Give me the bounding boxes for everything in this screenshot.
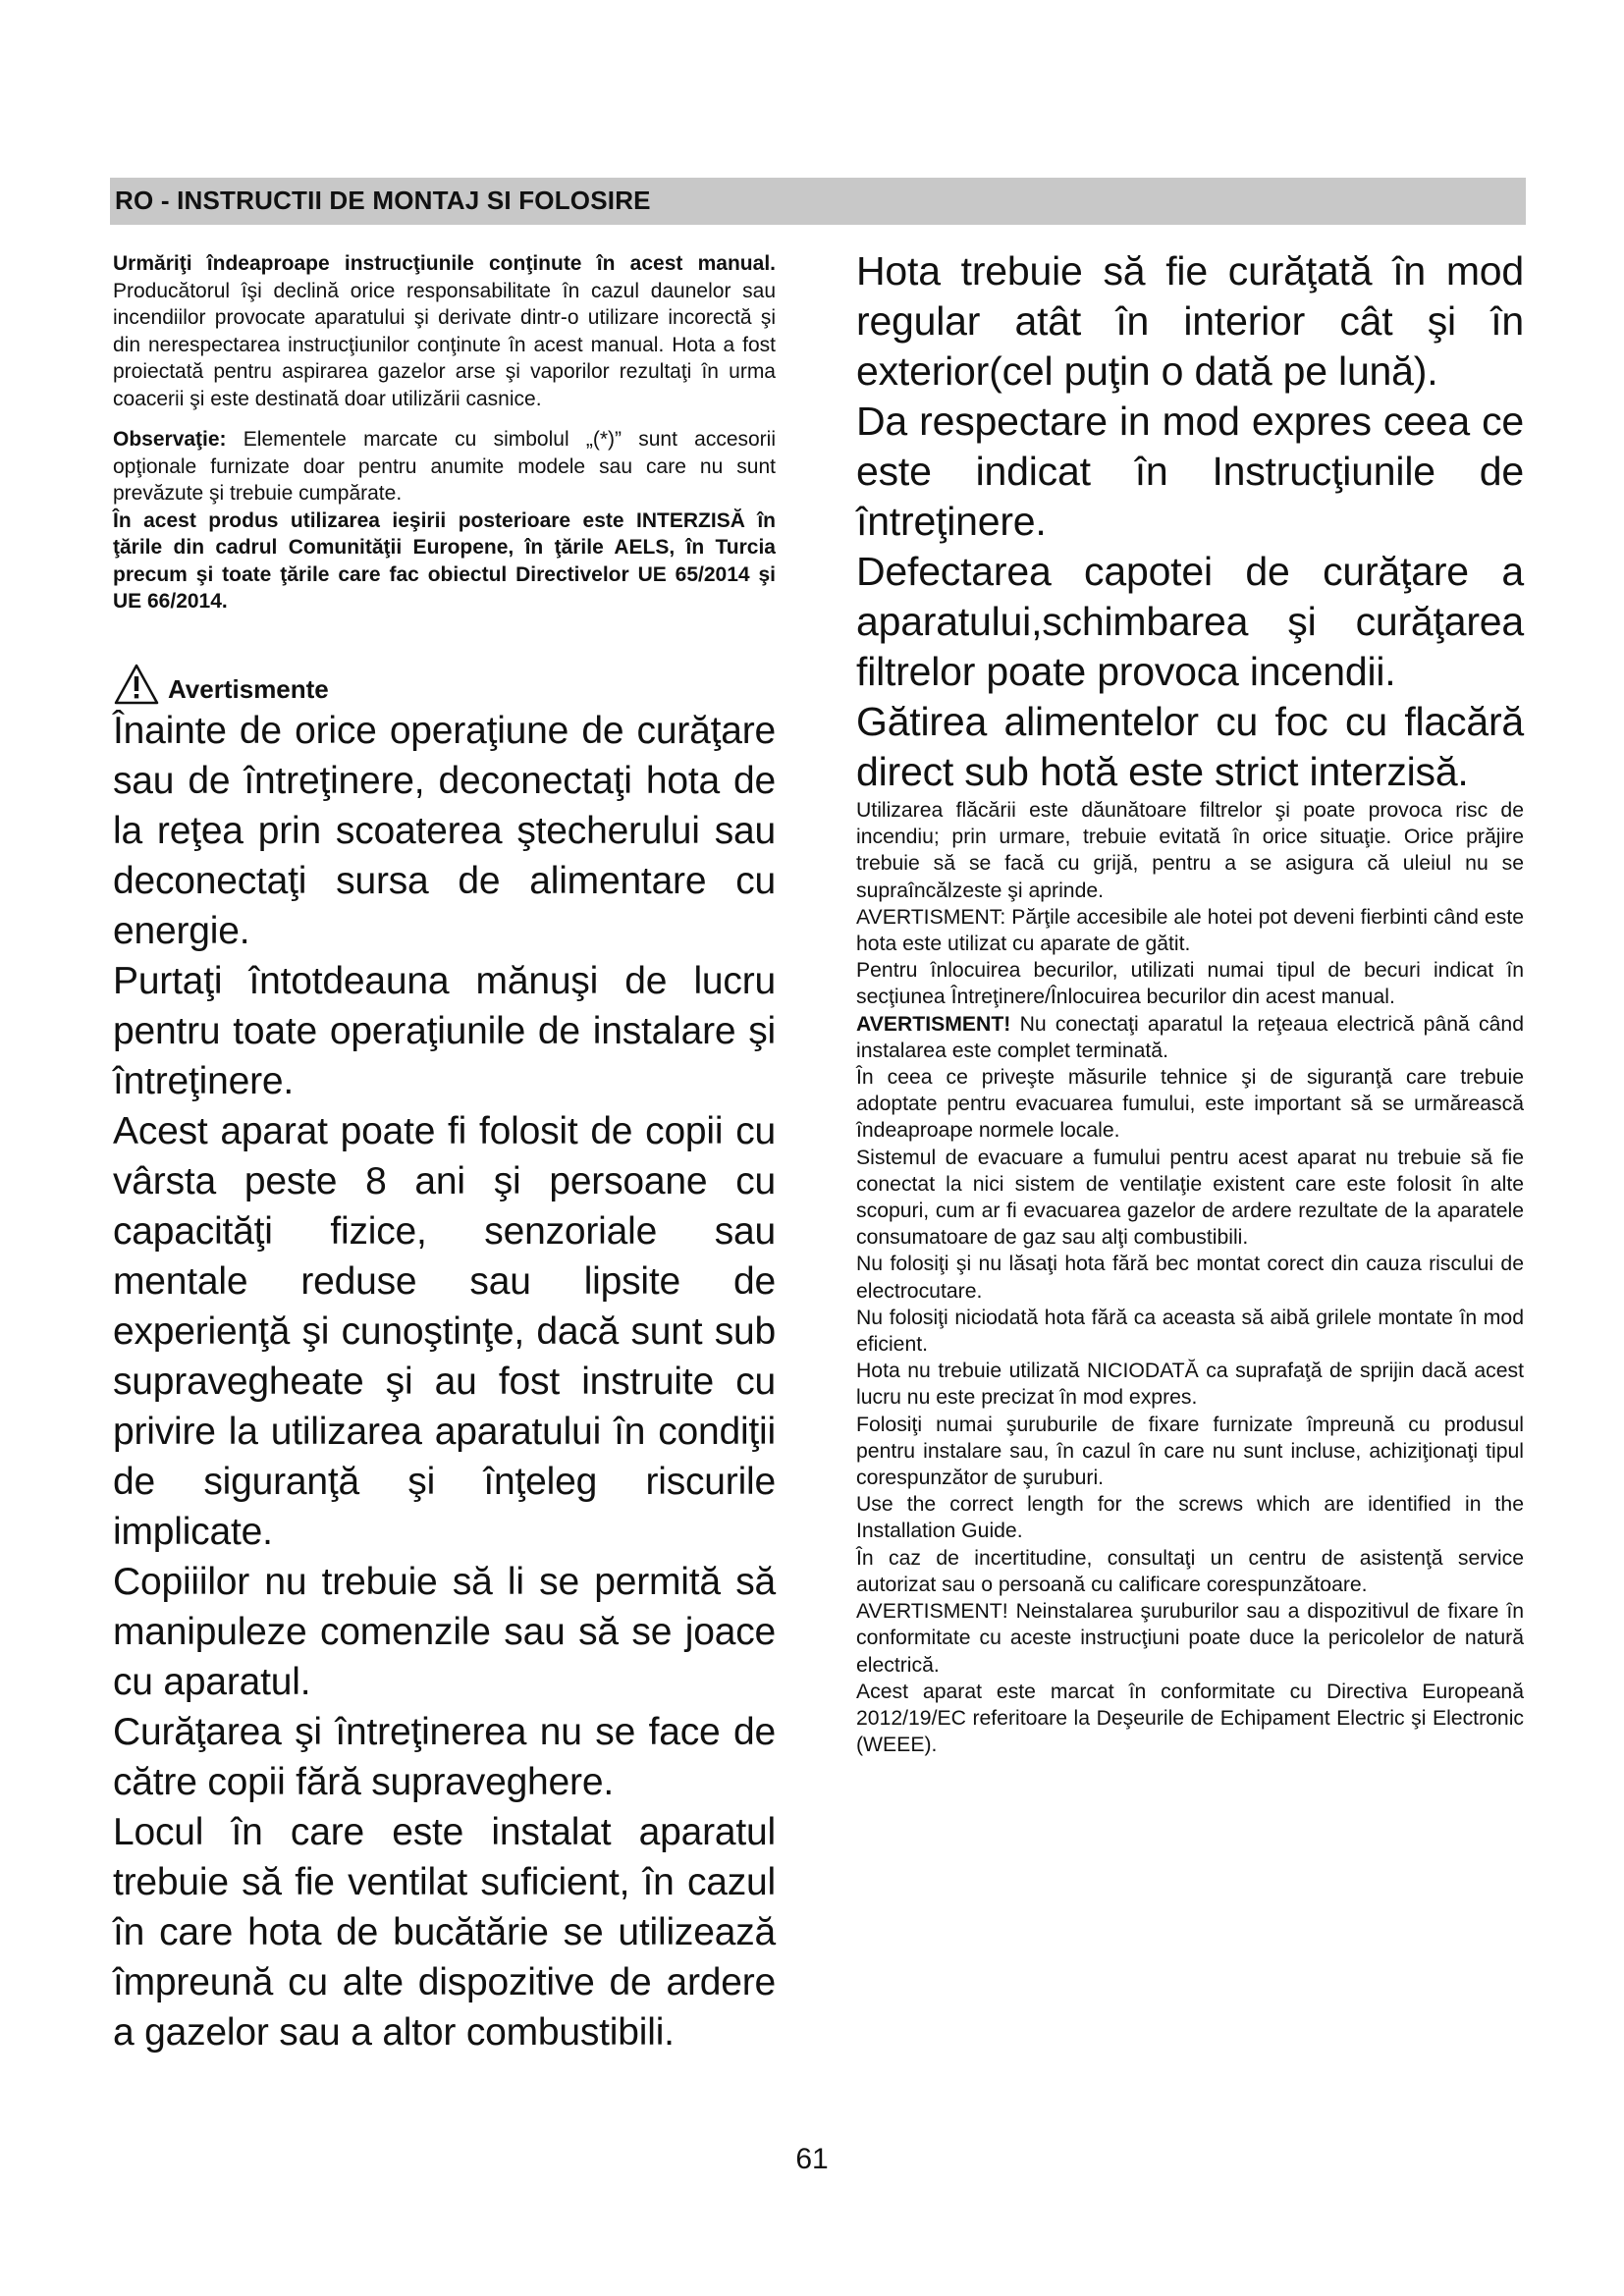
interzis-paragraph bbox=[113, 507, 776, 615]
page-number: 61 bbox=[795, 2143, 829, 2175]
right-small-paragraph: Nu folosiţi niciodată hota fără ca aceasta să aibă grilele montate în mod eficient. bbox=[856, 1306, 1524, 1357]
right-big-paragraph: Hota trebuie să fie curăţată în mod regular atât în interior cât şi în exterior(cel puţin o dată pe lună). bbox=[856, 248, 1524, 394]
right-column bbox=[856, 246, 1524, 1758]
intro-text: Producătorul îşi declină orice responsabilitate în cazul daunelor sau incendiilor provocate aparatului şi derivate dintr-o utilizare incorectă şi din nerespectarea instrucţiunilor conţinute în acest manual. Hota a fost proiectată pentru aspirarea gazelor arse şi vaporilor rezultaţi în urma coacerii şi este destinată doar utilizării casnice. bbox=[113, 279, 776, 410]
left-big-paragraph: Locul în care este instalat aparatul trebuie să fie ventilat suficient, în cazul în care hota de bucătărie se utilizează împreună cu alte dispozitive de ardere a gazelor sau a altor combustibili. bbox=[113, 1810, 776, 2054]
left-big-paragraph: Curăţarea şi întreţinerea nu se face de către copii fără supraveghere. bbox=[113, 1710, 776, 1803]
section-title: RO - INSTRUCTII DE MONTAJ SI FOLOSIRE bbox=[115, 186, 651, 215]
right-small-paragraph: AVERTISMENT: Părţile accesibile ale hotei pot deveni fierbinti când este hota este utilizat cu aparate de gătit. bbox=[856, 905, 1524, 956]
left-big-paragraph: Înainte de orice operaţiune de curăţare sau de întreţinere, deconectaţi hota de la reţea prin scoaterea ştecherului sau deconectaţi sursa de alimentare cu energie. bbox=[113, 709, 776, 952]
right-small-paragraph: În caz de incertitudine, consultaţi un centru de asistenţă service autorizat sau o persoană cu calificare corespunzătoare. bbox=[856, 1546, 1524, 1596]
section-header bbox=[110, 178, 1526, 225]
right-small-paragraph: Acest aparat este marcat în conformitate cu Directiva Europeană 2012/19/EC referitoare la Deşeurile de Echipament Electric şi Electronic (WEEE). bbox=[856, 1680, 1524, 1757]
right-small-paragraph: Use the correct length for the screws which are identified in the Installation Guide. bbox=[856, 1493, 1524, 1543]
warnings-heading bbox=[113, 657, 776, 706]
interzis-text: În acest produs utilizarea ieşirii posterioare este INTERZISĂ în ţările din cadrul Comunităţii Europene, în ţările AELS, în Turcia precum şi toate ţările care fac obiectul Directivelor UE 65/2014 şi UE 66/2014. bbox=[113, 508, 776, 613]
left-column bbox=[113, 250, 776, 2057]
right-small-paragraph: Utilizarea flăcării este dăunătoare filtrelor şi poate provoca risc de incendiu; prin urmare, trebuie evitată în orice situaţie. Orice prăjire trebuie să se facă cu grijă, pentru a se asigura că uleiul nu se supraîncălzeste şi aprinde. bbox=[856, 799, 1524, 902]
avertisment-text: Nu conectaţi aparatul la reţeaua electrică până când instalarea este complet terminată. bbox=[856, 1012, 1524, 1062]
right-small-paragraph: AVERTISMENT! Neinstalarea şuruburilor sau a dispozitivul de fixare în conformitate cu aceste instrucţiuni poate duce la pericolelor de natură electrică. bbox=[856, 1600, 1524, 1677]
right-small-paragraph: Hota nu trebuie utilizată NICIODATĂ ca suprafaţă de sprijin dacă acest lucru nu este precizat în mod expres. bbox=[856, 1360, 1524, 1410]
right-big-paragraph: Gătirea alimentelor cu foc cu flacără direct sub hotă este strict interzisă. bbox=[856, 699, 1524, 794]
left-big-paragraph: Acest aparat poate fi folosit de copii cu vârsta peste 8 ani şi persoane cu capacităţi fizice, senzoriale sau mentale reduse sau lipsite de experienţă şi cunoştinţe, dacă sunt sub supravegheate şi au fost instruite cu privire la utilizarea aparatului în condiţii de siguranţă şi înţeleg riscurile implicate. bbox=[113, 1109, 776, 1553]
right-small-paragraph: Sistemul de evacuare a fumului pentru acest aparat nu trebuie să fie conectat la nici sistem de ventilaţie existent care este folosit în alte scopuri, cum ar fi evacuarea gazelor de ardere rezultate de la aparatele consumatoare de gaz sau alţi combustibili. bbox=[856, 1146, 1524, 1250]
intro-paragraph bbox=[113, 250, 776, 412]
right-small-paragraph: Nu folosiţi şi nu lăsaţi hota fără bec montat corect din cauza riscului de electrocutare. bbox=[856, 1253, 1524, 1303]
right-big-paragraph: Defectarea capotei de curăţare a aparatului,schimbarea şi curăţarea filtrelor poate provoca incendii. bbox=[856, 549, 1524, 694]
avertisment-bold: AVERTISMENT! bbox=[856, 1012, 1011, 1036]
left-big-paragraph: Purtaţi întotdeauna mănuşi de lucru pentru toate operaţiunile de instalare şi întreţinere. bbox=[113, 959, 776, 1102]
warnings-title: Avertismente bbox=[168, 673, 329, 704]
warning-triangle-icon bbox=[113, 663, 160, 706]
right-small-paragraph: Folosiţi numai şuruburile de fixare furnizate împreună cu produsul pentru instalare sau, în cazul în care nu sunt incluse, achiziţionaţi tipul corespunzător de şuruburi. bbox=[856, 1413, 1524, 1490]
right-small-paragraph: În ceea ce priveşte măsurile tehnice şi de siguranţă care trebuie adoptate pentru evacuarea fumului, este important să se urmărească îndeaproape normele locale. bbox=[856, 1066, 1524, 1143]
observatie-label: Observaţie: bbox=[113, 428, 227, 451]
right-small-paragraph: Pentru înlocuirea becurilor, utilizati numai tipul de becuri indicat în secţiunea Întreţinere/Înlocuirea becurilor din acest manual. bbox=[856, 959, 1524, 1009]
observatie-text: Elementele marcate cu simbolul „(*)” sunt accesorii opţionale furnizate doar pentru anumite modele sau care nu sunt prevăzute şi trebuie cumpărate. bbox=[113, 428, 776, 505]
right-big-paragraph: Da respectare in mod expres ceea ce este indicat în Instrucţiunile de întreţinere. bbox=[856, 399, 1524, 544]
left-big-paragraph: Copiiilor nu trebuie să li se permită să manipuleze comenzile sau să se joace cu aparatul. bbox=[113, 1560, 776, 1703]
avertisment-paragraph bbox=[856, 1011, 1524, 1064]
observatie-paragraph bbox=[113, 426, 776, 507]
intro-bold: Urmăriţi îndeaproape instrucţiunile conţinute în acest manual. bbox=[113, 252, 776, 275]
